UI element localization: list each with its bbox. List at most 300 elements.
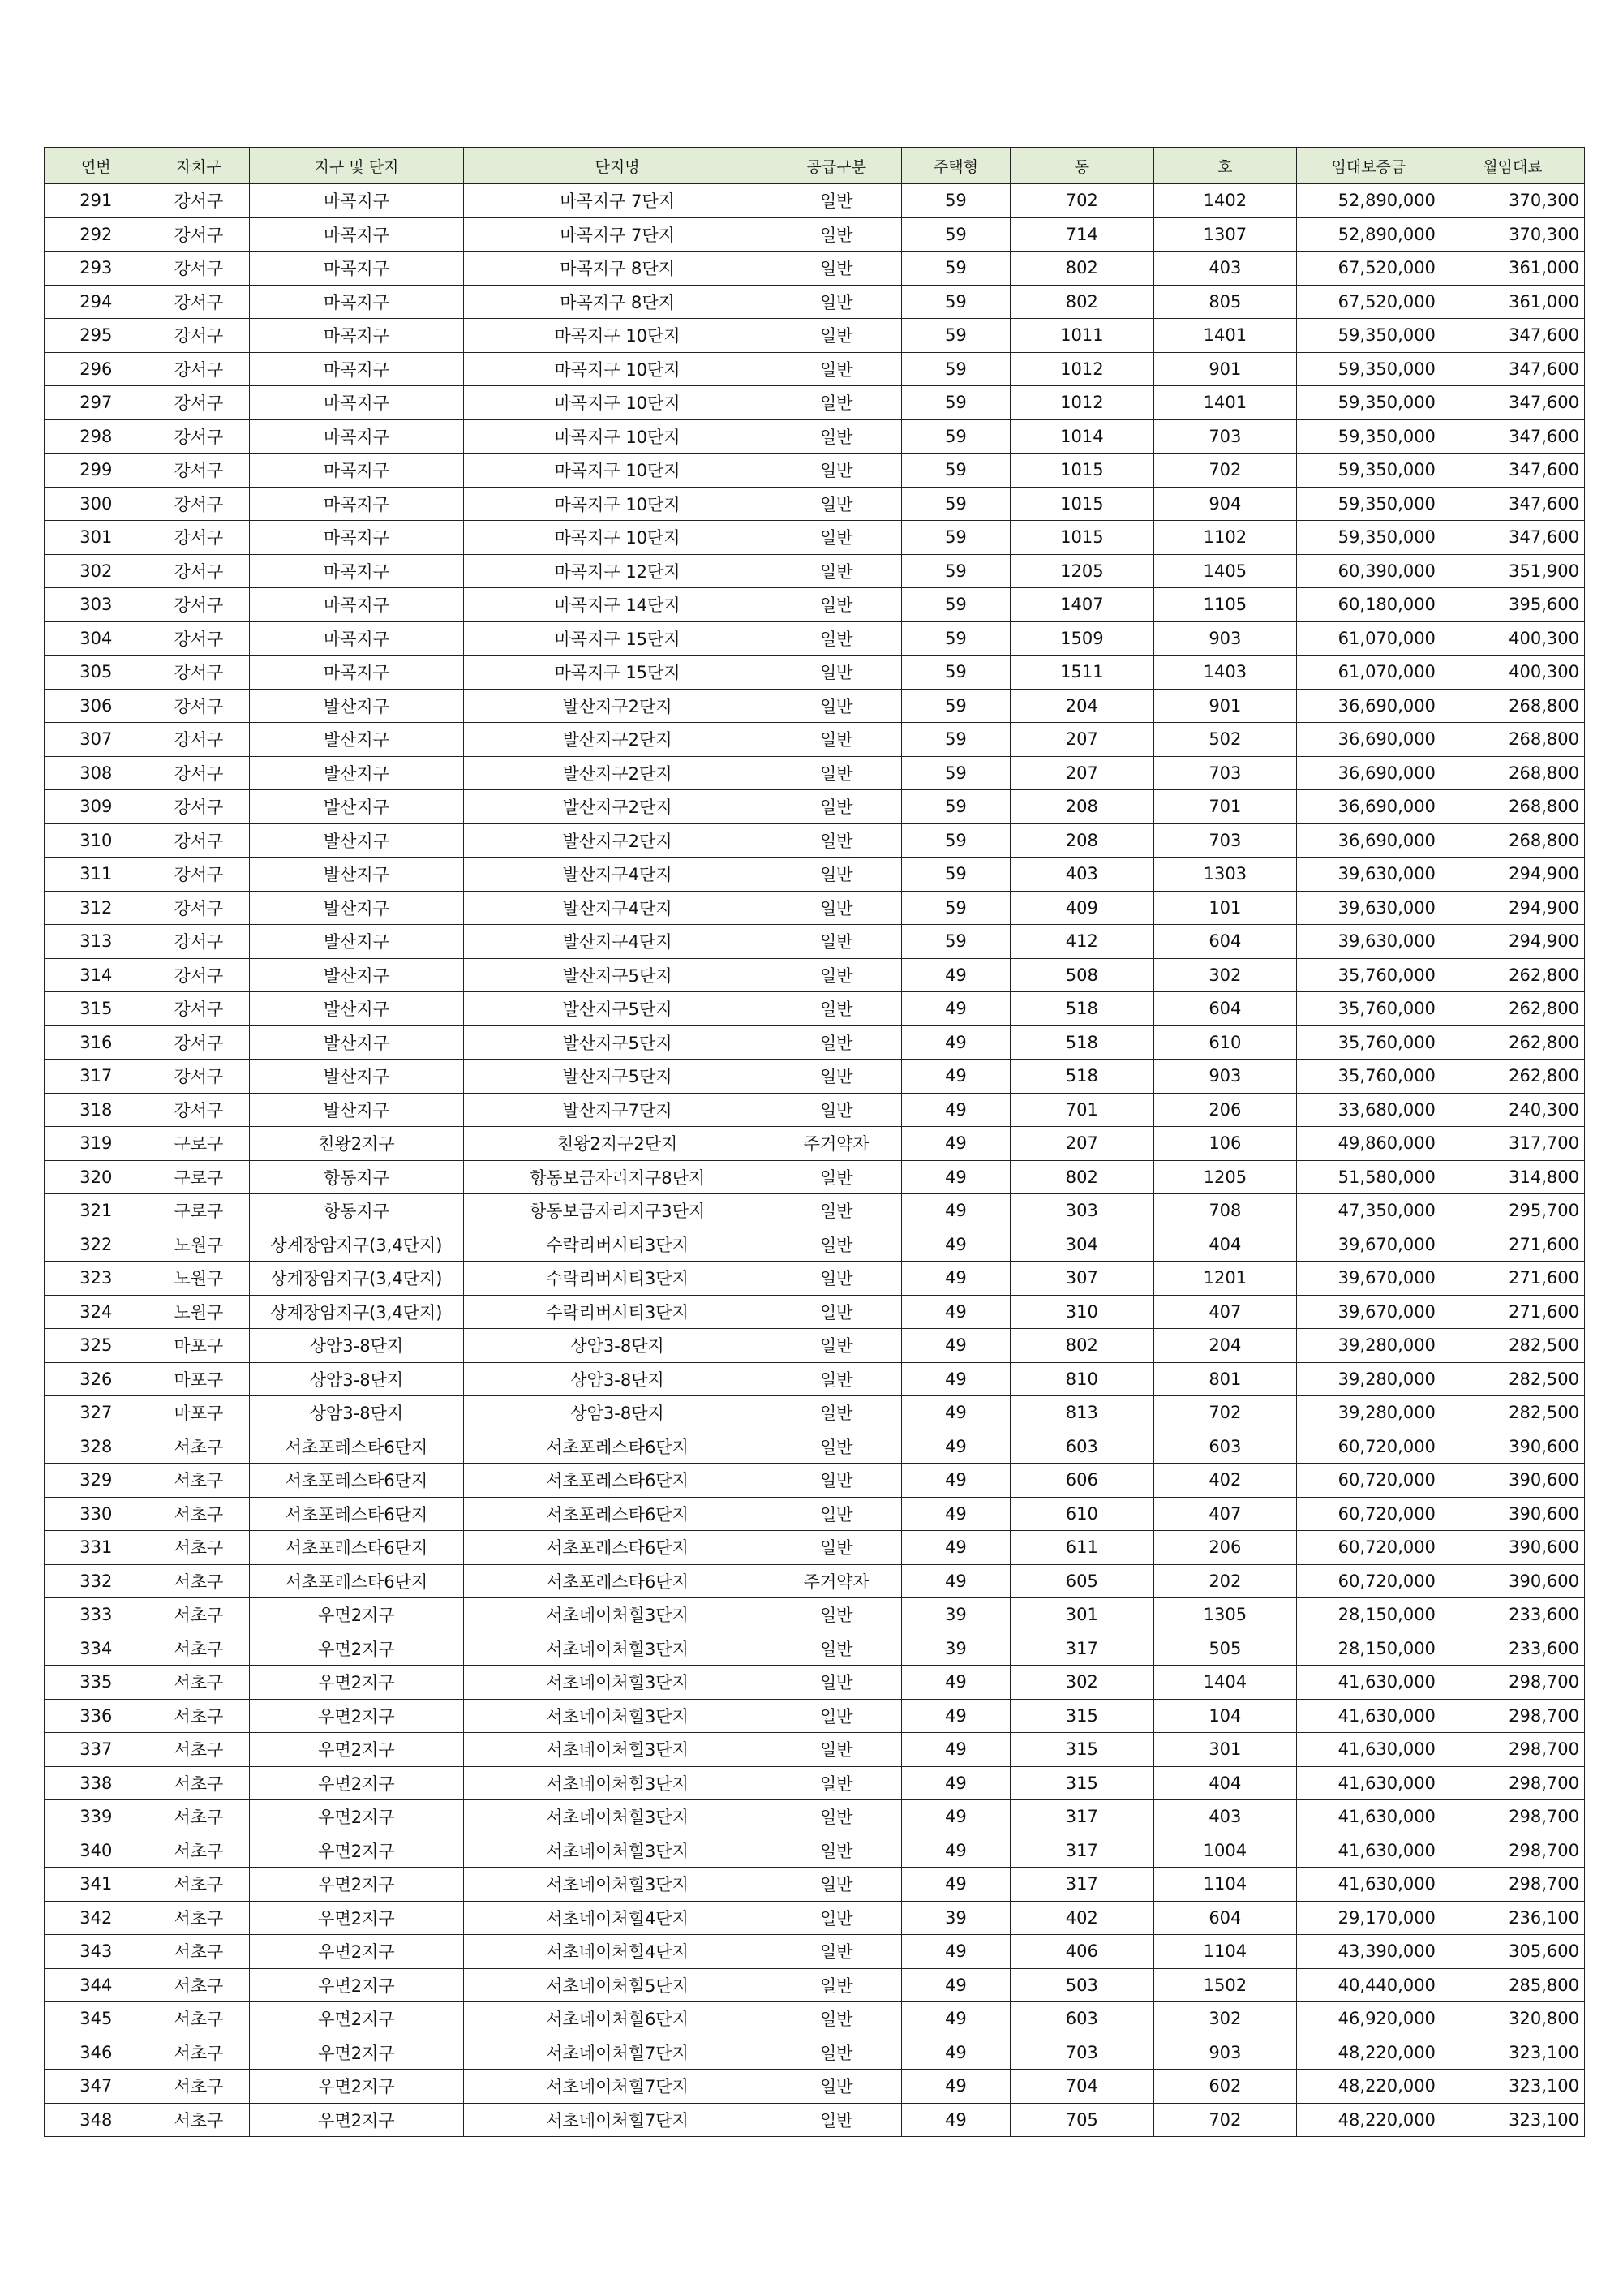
cell-deposit: 60,720,000 xyxy=(1296,1497,1441,1531)
cell-housing-type: 49 xyxy=(902,1194,1011,1228)
cell-serial: 348 xyxy=(45,2103,148,2137)
table-row xyxy=(45,1699,1585,1733)
cell-serial: 309 xyxy=(45,790,148,824)
cell-unit: 302 xyxy=(1153,958,1296,992)
cell-serial: 302 xyxy=(45,554,148,588)
cell-building: 317 xyxy=(1010,1800,1153,1834)
cell-monthly-rent: 268,800 xyxy=(1441,756,1584,790)
cell-building: 208 xyxy=(1010,823,1153,858)
cell-district: 강서구 xyxy=(148,723,250,757)
cell-monthly-rent: 347,600 xyxy=(1441,352,1584,386)
cell-deposit: 36,690,000 xyxy=(1296,756,1441,790)
cell-unit: 1307 xyxy=(1153,217,1296,252)
cell-housing-type: 49 xyxy=(902,1262,1011,1296)
cell-monthly-rent: 268,800 xyxy=(1441,689,1584,723)
cell-supply-type: 일반 xyxy=(771,1430,902,1464)
cell-complex: 서초네이처힐3단지 xyxy=(463,1632,771,1666)
table-row xyxy=(45,252,1585,286)
cell-district: 강서구 xyxy=(148,252,250,286)
cell-complex: 마곡지구 15단지 xyxy=(463,621,771,656)
table-row xyxy=(45,925,1585,959)
cell-district: 서초구 xyxy=(148,1598,250,1632)
cell-monthly-rent: 370,300 xyxy=(1441,217,1584,252)
cell-serial: 343 xyxy=(45,1935,148,1969)
cell-building: 603 xyxy=(1010,1430,1153,1464)
cell-monthly-rent: 320,800 xyxy=(1441,2002,1584,2036)
cell-serial: 306 xyxy=(45,689,148,723)
cell-supply-type: 일반 xyxy=(771,689,902,723)
cell-supply-type: 일반 xyxy=(771,1868,902,1902)
table-row xyxy=(45,2002,1585,2036)
cell-deposit: 39,280,000 xyxy=(1296,1362,1441,1396)
col-header-zone: 지구 및 단지 xyxy=(250,148,463,184)
cell-complex: 서초네이처힐7단지 xyxy=(463,2103,771,2137)
cell-district: 서초구 xyxy=(148,2070,250,2104)
cell-supply-type: 일반 xyxy=(771,756,902,790)
cell-monthly-rent: 233,600 xyxy=(1441,1598,1584,1632)
cell-deposit: 52,890,000 xyxy=(1296,184,1441,218)
header-row xyxy=(45,148,1585,184)
table-row xyxy=(45,689,1585,723)
cell-complex: 마곡지구 10단지 xyxy=(463,386,771,420)
cell-housing-type: 49 xyxy=(902,1127,1011,1161)
cell-building: 304 xyxy=(1010,1228,1153,1262)
cell-district: 강서구 xyxy=(148,454,250,488)
cell-complex: 발산지구5단지 xyxy=(463,958,771,992)
cell-housing-type: 49 xyxy=(902,1329,1011,1363)
cell-district: 강서구 xyxy=(148,319,250,353)
cell-unit: 1105 xyxy=(1153,588,1296,622)
cell-complex: 발산지구2단지 xyxy=(463,723,771,757)
table-row xyxy=(45,1497,1585,1531)
cell-deposit: 36,690,000 xyxy=(1296,689,1441,723)
cell-building: 802 xyxy=(1010,1160,1153,1194)
cell-zone: 발산지구 xyxy=(250,1060,463,1094)
cell-complex: 수락리버시티3단지 xyxy=(463,1228,771,1262)
cell-supply-type: 일반 xyxy=(771,1194,902,1228)
cell-complex: 발산지구2단지 xyxy=(463,790,771,824)
cell-zone: 우면2지구 xyxy=(250,2103,463,2137)
cell-unit: 403 xyxy=(1153,1800,1296,1834)
cell-monthly-rent: 295,700 xyxy=(1441,1194,1584,1228)
cell-zone: 마곡지구 xyxy=(250,621,463,656)
cell-complex: 서초네이처힐3단지 xyxy=(463,1666,771,1700)
cell-deposit: 35,760,000 xyxy=(1296,958,1441,992)
cell-building: 518 xyxy=(1010,1025,1153,1060)
cell-deposit: 61,070,000 xyxy=(1296,621,1441,656)
cell-unit: 1004 xyxy=(1153,1834,1296,1868)
cell-unit: 1405 xyxy=(1153,554,1296,588)
cell-building: 508 xyxy=(1010,958,1153,992)
cell-zone: 발산지구 xyxy=(250,689,463,723)
table-row xyxy=(45,386,1585,420)
cell-serial: 319 xyxy=(45,1127,148,1161)
cell-monthly-rent: 271,600 xyxy=(1441,1228,1584,1262)
cell-zone: 서초포레스타6단지 xyxy=(250,1430,463,1464)
cell-building: 403 xyxy=(1010,858,1153,892)
cell-deposit: 59,350,000 xyxy=(1296,521,1441,555)
cell-housing-type: 49 xyxy=(902,1531,1011,1565)
cell-zone: 우면2지구 xyxy=(250,2070,463,2104)
cell-unit: 407 xyxy=(1153,1497,1296,1531)
cell-zone: 마곡지구 xyxy=(250,656,463,690)
cell-district: 서초구 xyxy=(148,1800,250,1834)
cell-deposit: 46,920,000 xyxy=(1296,2002,1441,2036)
cell-monthly-rent: 282,500 xyxy=(1441,1362,1584,1396)
cell-complex: 발산지구2단지 xyxy=(463,689,771,723)
cell-zone: 마곡지구 xyxy=(250,319,463,353)
cell-housing-type: 39 xyxy=(902,1598,1011,1632)
cell-building: 702 xyxy=(1010,184,1153,218)
table-row xyxy=(45,1127,1585,1161)
cell-zone: 항동지구 xyxy=(250,1160,463,1194)
cell-supply-type: 일반 xyxy=(771,285,902,319)
cell-deposit: 39,670,000 xyxy=(1296,1262,1441,1296)
cell-monthly-rent: 298,700 xyxy=(1441,1834,1584,1868)
cell-unit: 1104 xyxy=(1153,1868,1296,1902)
cell-zone: 마곡지구 xyxy=(250,419,463,454)
table-row xyxy=(45,1262,1585,1296)
cell-district: 서초구 xyxy=(148,1531,250,1565)
cell-monthly-rent: 236,100 xyxy=(1441,1901,1584,1935)
table-row xyxy=(45,1194,1585,1228)
cell-unit: 604 xyxy=(1153,925,1296,959)
cell-supply-type: 일반 xyxy=(771,1025,902,1060)
cell-building: 207 xyxy=(1010,756,1153,790)
cell-deposit: 39,630,000 xyxy=(1296,891,1441,925)
cell-supply-type: 일반 xyxy=(771,1160,902,1194)
cell-monthly-rent: 268,800 xyxy=(1441,723,1584,757)
cell-unit: 1201 xyxy=(1153,1262,1296,1296)
cell-complex: 서초네이처힐3단지 xyxy=(463,1800,771,1834)
cell-district: 강서구 xyxy=(148,352,250,386)
cell-zone: 서초포레스타6단지 xyxy=(250,1564,463,1598)
cell-zone: 마곡지구 xyxy=(250,554,463,588)
cell-supply-type: 일반 xyxy=(771,858,902,892)
cell-serial: 293 xyxy=(45,252,148,286)
cell-deposit: 59,350,000 xyxy=(1296,386,1441,420)
cell-zone: 마곡지구 xyxy=(250,352,463,386)
cell-complex: 서초네이처힐3단지 xyxy=(463,1868,771,1902)
cell-complex: 서초네이처힐3단지 xyxy=(463,1733,771,1767)
cell-deposit: 67,520,000 xyxy=(1296,252,1441,286)
cell-district: 강서구 xyxy=(148,1060,250,1094)
cell-deposit: 39,280,000 xyxy=(1296,1329,1441,1363)
cell-monthly-rent: 390,600 xyxy=(1441,1464,1584,1498)
cell-zone: 우면2지구 xyxy=(250,1632,463,1666)
cell-unit: 1401 xyxy=(1153,319,1296,353)
cell-complex: 서초네이처힐7단지 xyxy=(463,2070,771,2104)
table-row xyxy=(45,1430,1585,1464)
table-row xyxy=(45,419,1585,454)
cell-zone: 상계장암지구(3,4단지) xyxy=(250,1228,463,1262)
cell-monthly-rent: 262,800 xyxy=(1441,992,1584,1026)
cell-complex: 천왕2지구2단지 xyxy=(463,1127,771,1161)
cell-housing-type: 49 xyxy=(902,1733,1011,1767)
cell-deposit: 60,180,000 xyxy=(1296,588,1441,622)
cell-building: 701 xyxy=(1010,1093,1153,1127)
cell-supply-type: 일반 xyxy=(771,1329,902,1363)
cell-serial: 335 xyxy=(45,1666,148,1700)
cell-deposit: 51,580,000 xyxy=(1296,1160,1441,1194)
cell-serial: 324 xyxy=(45,1295,148,1329)
table-row xyxy=(45,621,1585,656)
cell-unit: 404 xyxy=(1153,1228,1296,1262)
cell-monthly-rent: 395,600 xyxy=(1441,588,1584,622)
cell-unit: 505 xyxy=(1153,1632,1296,1666)
cell-building: 1011 xyxy=(1010,319,1153,353)
cell-monthly-rent: 323,100 xyxy=(1441,2070,1584,2104)
cell-monthly-rent: 285,800 xyxy=(1441,1968,1584,2002)
cell-building: 204 xyxy=(1010,689,1153,723)
cell-housing-type: 49 xyxy=(902,1060,1011,1094)
cell-supply-type: 일반 xyxy=(771,1733,902,1767)
cell-housing-type: 59 xyxy=(902,723,1011,757)
cell-complex: 항동보금자리지구3단지 xyxy=(463,1194,771,1228)
cell-complex: 서초네이처힐3단지 xyxy=(463,1834,771,1868)
cell-deposit: 39,670,000 xyxy=(1296,1295,1441,1329)
cell-complex: 발산지구5단지 xyxy=(463,992,771,1026)
cell-complex: 발산지구4단지 xyxy=(463,891,771,925)
cell-unit: 1402 xyxy=(1153,184,1296,218)
cell-complex: 서초포레스타6단지 xyxy=(463,1564,771,1598)
table-row xyxy=(45,1598,1585,1632)
cell-supply-type: 일반 xyxy=(771,487,902,521)
cell-unit: 301 xyxy=(1153,1733,1296,1767)
col-header-housing-type: 주택형 xyxy=(902,148,1011,184)
cell-serial: 344 xyxy=(45,1968,148,2002)
cell-deposit: 59,350,000 xyxy=(1296,454,1441,488)
cell-serial: 339 xyxy=(45,1800,148,1834)
cell-monthly-rent: 351,900 xyxy=(1441,554,1584,588)
cell-district: 서초구 xyxy=(148,2002,250,2036)
cell-deposit: 40,440,000 xyxy=(1296,1968,1441,2002)
cell-building: 302 xyxy=(1010,1666,1153,1700)
cell-building: 518 xyxy=(1010,992,1153,1026)
cell-supply-type: 일반 xyxy=(771,723,902,757)
cell-monthly-rent: 294,900 xyxy=(1441,891,1584,925)
table-row xyxy=(45,1766,1585,1800)
cell-supply-type: 일반 xyxy=(771,992,902,1026)
cell-supply-type: 일반 xyxy=(771,1295,902,1329)
table-row xyxy=(45,790,1585,824)
cell-zone: 상암3-8단지 xyxy=(250,1396,463,1430)
cell-supply-type: 일반 xyxy=(771,1968,902,2002)
cell-supply-type: 일반 xyxy=(771,1834,902,1868)
table-row xyxy=(45,1362,1585,1396)
cell-housing-type: 49 xyxy=(902,1160,1011,1194)
cell-zone: 상암3-8단지 xyxy=(250,1362,463,1396)
col-header-district: 자치구 xyxy=(148,148,250,184)
cell-building: 310 xyxy=(1010,1295,1153,1329)
cell-supply-type: 일반 xyxy=(771,521,902,555)
table-row xyxy=(45,352,1585,386)
cell-deposit: 39,670,000 xyxy=(1296,1228,1441,1262)
cell-unit: 708 xyxy=(1153,1194,1296,1228)
cell-district: 강서구 xyxy=(148,521,250,555)
cell-complex: 마곡지구 7단지 xyxy=(463,217,771,252)
cell-housing-type: 59 xyxy=(902,689,1011,723)
cell-serial: 342 xyxy=(45,1901,148,1935)
cell-supply-type: 주거약자 xyxy=(771,1127,902,1161)
cell-building: 1014 xyxy=(1010,419,1153,454)
cell-housing-type: 59 xyxy=(902,252,1011,286)
cell-supply-type: 일반 xyxy=(771,1531,902,1565)
cell-monthly-rent: 298,700 xyxy=(1441,1868,1584,1902)
cell-district: 마포구 xyxy=(148,1396,250,1430)
cell-serial: 336 xyxy=(45,1699,148,1733)
table-row xyxy=(45,217,1585,252)
cell-serial: 333 xyxy=(45,1598,148,1632)
cell-zone: 항동지구 xyxy=(250,1194,463,1228)
cell-housing-type: 59 xyxy=(902,319,1011,353)
cell-building: 315 xyxy=(1010,1733,1153,1767)
cell-district: 강서구 xyxy=(148,1025,250,1060)
rental-listing-table xyxy=(44,147,1585,2137)
cell-zone: 발산지구 xyxy=(250,790,463,824)
table-row xyxy=(45,992,1585,1026)
table-row xyxy=(45,958,1585,992)
cell-monthly-rent: 305,600 xyxy=(1441,1935,1584,1969)
cell-housing-type: 59 xyxy=(902,621,1011,656)
cell-deposit: 35,760,000 xyxy=(1296,1060,1441,1094)
cell-supply-type: 일반 xyxy=(771,252,902,286)
cell-deposit: 48,220,000 xyxy=(1296,2036,1441,2070)
cell-serial: 332 xyxy=(45,1564,148,1598)
table-row xyxy=(45,1564,1585,1598)
cell-supply-type: 일반 xyxy=(771,958,902,992)
cell-building: 605 xyxy=(1010,1564,1153,1598)
cell-building: 610 xyxy=(1010,1497,1153,1531)
cell-housing-type: 49 xyxy=(902,2070,1011,2104)
cell-deposit: 59,350,000 xyxy=(1296,419,1441,454)
table-row xyxy=(45,1025,1585,1060)
cell-supply-type: 일반 xyxy=(771,925,902,959)
cell-serial: 297 xyxy=(45,386,148,420)
cell-deposit: 39,630,000 xyxy=(1296,925,1441,959)
table-row xyxy=(45,1295,1585,1329)
table-row xyxy=(45,588,1585,622)
cell-district: 서초구 xyxy=(148,1430,250,1464)
cell-monthly-rent: 347,600 xyxy=(1441,521,1584,555)
cell-serial: 303 xyxy=(45,588,148,622)
cell-monthly-rent: 323,100 xyxy=(1441,2036,1584,2070)
cell-unit: 402 xyxy=(1153,1464,1296,1498)
cell-building: 208 xyxy=(1010,790,1153,824)
cell-district: 강서구 xyxy=(148,689,250,723)
cell-monthly-rent: 282,500 xyxy=(1441,1329,1584,1363)
table-row xyxy=(45,487,1585,521)
cell-serial: 320 xyxy=(45,1160,148,1194)
cell-housing-type: 49 xyxy=(902,2002,1011,2036)
cell-supply-type: 일반 xyxy=(771,2002,902,2036)
cell-complex: 마곡지구 10단지 xyxy=(463,419,771,454)
cell-building: 606 xyxy=(1010,1464,1153,1498)
cell-zone: 발산지구 xyxy=(250,992,463,1026)
cell-unit: 1104 xyxy=(1153,1935,1296,1969)
cell-complex: 마곡지구 15단지 xyxy=(463,656,771,690)
cell-unit: 604 xyxy=(1153,992,1296,1026)
cell-complex: 서초포레스타6단지 xyxy=(463,1464,771,1498)
cell-supply-type: 일반 xyxy=(771,1093,902,1127)
cell-district: 마포구 xyxy=(148,1362,250,1396)
cell-complex: 마곡지구 8단지 xyxy=(463,285,771,319)
cell-monthly-rent: 361,000 xyxy=(1441,285,1584,319)
cell-monthly-rent: 370,300 xyxy=(1441,184,1584,218)
cell-supply-type: 일반 xyxy=(771,621,902,656)
cell-district: 노원구 xyxy=(148,1228,250,1262)
cell-deposit: 29,170,000 xyxy=(1296,1901,1441,1935)
cell-unit: 604 xyxy=(1153,1901,1296,1935)
table-row xyxy=(45,823,1585,858)
cell-unit: 407 xyxy=(1153,1295,1296,1329)
cell-deposit: 67,520,000 xyxy=(1296,285,1441,319)
cell-housing-type: 49 xyxy=(902,1800,1011,1834)
table-row xyxy=(45,1800,1585,1834)
col-header-monthly-rent: 월임대료 xyxy=(1441,148,1584,184)
cell-zone: 발산지구 xyxy=(250,723,463,757)
cell-monthly-rent: 298,700 xyxy=(1441,1733,1584,1767)
cell-monthly-rent: 268,800 xyxy=(1441,790,1584,824)
cell-building: 810 xyxy=(1010,1362,1153,1396)
cell-complex: 수락리버시티3단지 xyxy=(463,1262,771,1296)
cell-serial: 311 xyxy=(45,858,148,892)
cell-building: 703 xyxy=(1010,2036,1153,2070)
cell-supply-type: 일반 xyxy=(771,1699,902,1733)
cell-deposit: 41,630,000 xyxy=(1296,1666,1441,1700)
cell-complex: 마곡지구 10단지 xyxy=(463,319,771,353)
cell-serial: 326 xyxy=(45,1362,148,1396)
cell-complex: 마곡지구 10단지 xyxy=(463,487,771,521)
cell-zone: 서초포레스타6단지 xyxy=(250,1497,463,1531)
cell-complex: 발산지구2단지 xyxy=(463,756,771,790)
cell-monthly-rent: 233,600 xyxy=(1441,1632,1584,1666)
cell-serial: 345 xyxy=(45,2002,148,2036)
cell-housing-type: 49 xyxy=(902,1766,1011,1800)
table-row xyxy=(45,1396,1585,1430)
cell-monthly-rent: 347,600 xyxy=(1441,487,1584,521)
cell-serial: 318 xyxy=(45,1093,148,1127)
cell-supply-type: 일반 xyxy=(771,1901,902,1935)
cell-building: 412 xyxy=(1010,925,1153,959)
cell-supply-type: 일반 xyxy=(771,2036,902,2070)
cell-housing-type: 49 xyxy=(902,1935,1011,1969)
table-row xyxy=(45,656,1585,690)
table-row xyxy=(45,521,1585,555)
cell-district: 서초구 xyxy=(148,1666,250,1700)
cell-deposit: 28,150,000 xyxy=(1296,1632,1441,1666)
cell-district: 강서구 xyxy=(148,891,250,925)
cell-complex: 마곡지구 8단지 xyxy=(463,252,771,286)
cell-complex: 마곡지구 10단지 xyxy=(463,352,771,386)
table-row xyxy=(45,1060,1585,1094)
cell-deposit: 60,720,000 xyxy=(1296,1531,1441,1565)
cell-district: 강서구 xyxy=(148,1093,250,1127)
cell-complex: 서초포레스타6단지 xyxy=(463,1430,771,1464)
cell-supply-type: 일반 xyxy=(771,217,902,252)
table-row xyxy=(45,1733,1585,1767)
cell-district: 서초구 xyxy=(148,1901,250,1935)
cell-supply-type: 일반 xyxy=(771,1060,902,1094)
cell-complex: 마곡지구 7단지 xyxy=(463,184,771,218)
cell-complex: 서초네이처힐5단지 xyxy=(463,1968,771,2002)
cell-building: 207 xyxy=(1010,723,1153,757)
cell-supply-type: 주거약자 xyxy=(771,1564,902,1598)
cell-deposit: 36,690,000 xyxy=(1296,790,1441,824)
table-row xyxy=(45,319,1585,353)
cell-serial: 346 xyxy=(45,2036,148,2070)
cell-building: 1012 xyxy=(1010,352,1153,386)
